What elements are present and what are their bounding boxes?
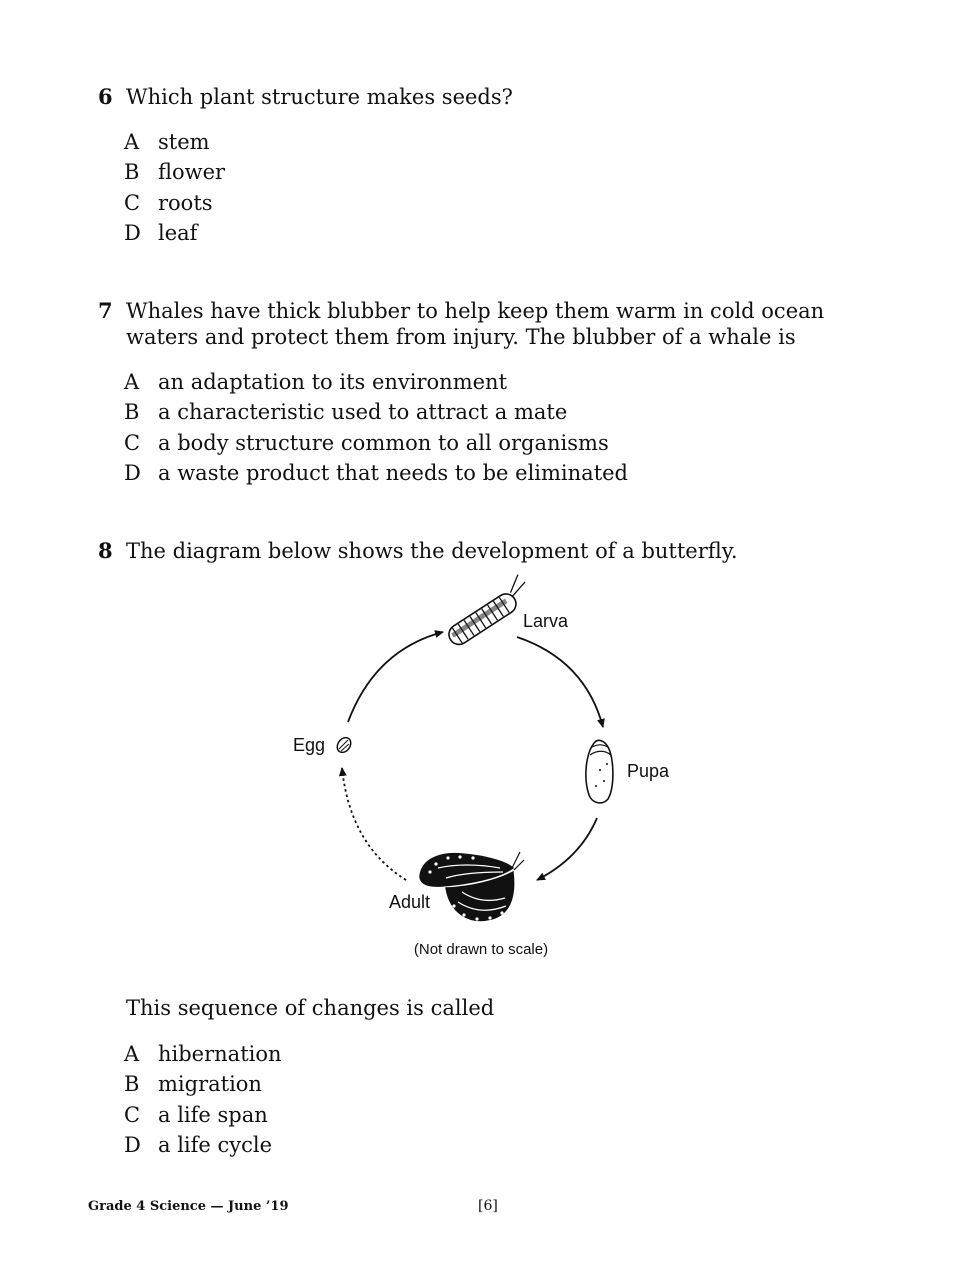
question-text: Which plant structure makes seeds? [126,85,513,109]
arrow-adult-to-egg-dotted [342,768,406,880]
egg-icon [334,735,353,755]
option-text: stem [158,130,210,154]
option-letter: D [124,1132,141,1157]
option-letter: A [124,1042,140,1066]
pupa-label: Pupa [627,761,670,781]
option-letter: C [124,190,141,215]
option-text: a body structure common to all organisms [158,430,609,455]
option-text: a life cycle [158,1132,273,1157]
question-text: The diagram below shows the development of a butterfly. [126,539,738,563]
option-d[interactable] [124,1130,282,1160]
question-number: 6 [98,84,113,109]
question-text: Whales have thick blubber to help keep them warm in cold ocean waters and protect them from injury. The blubber of a whale is [126,299,825,349]
larva-icon [441,574,535,649]
option-text: migration [158,1072,262,1097]
option-text: roots [158,190,213,215]
option-b[interactable] [124,1069,282,1099]
option-letter: B [124,1072,140,1097]
option-letter: B [124,160,140,185]
footer-title: Grade 4 Science — June ’19 [88,1199,289,1214]
arrow-larva-to-pupa [517,637,603,727]
larva-label: Larva [523,611,569,631]
option-text: an adaptation to its environment [158,370,508,394]
option-letter: A [124,370,140,394]
scale-note: (Not drawn to scale) [413,941,549,958]
option-letter: A [124,130,140,154]
option-text: hibernation [158,1042,282,1066]
option-letter: D [124,460,141,485]
arrow-egg-to-larva [348,632,443,722]
option-text: a life span [158,1102,268,1127]
egg-label: Egg [293,735,326,755]
question-number: 8 [98,538,113,563]
option-letter: C [124,430,141,455]
option-letter: C [124,1102,141,1127]
answer-options [124,1039,282,1160]
option-text: a waste product that needs to be eliminated [158,460,628,485]
option-text: flower [158,160,226,185]
option-text: leaf [158,220,198,245]
option-c[interactable] [124,1100,282,1130]
option-a[interactable] [124,1039,282,1069]
page-number: [6] [478,1198,498,1214]
adult-label: Adult [389,892,431,912]
option-text: a characteristic used to attract a mate [158,400,568,425]
option-letter: D [124,220,141,245]
question-number: 7 [98,298,113,323]
arrow-pupa-to-adult [537,818,597,880]
option-letter: B [124,400,140,425]
pupa-icon [586,740,613,803]
adult-butterfly-icon [420,852,524,921]
question-8-stem: This sequence of changes is called [126,996,495,1020]
